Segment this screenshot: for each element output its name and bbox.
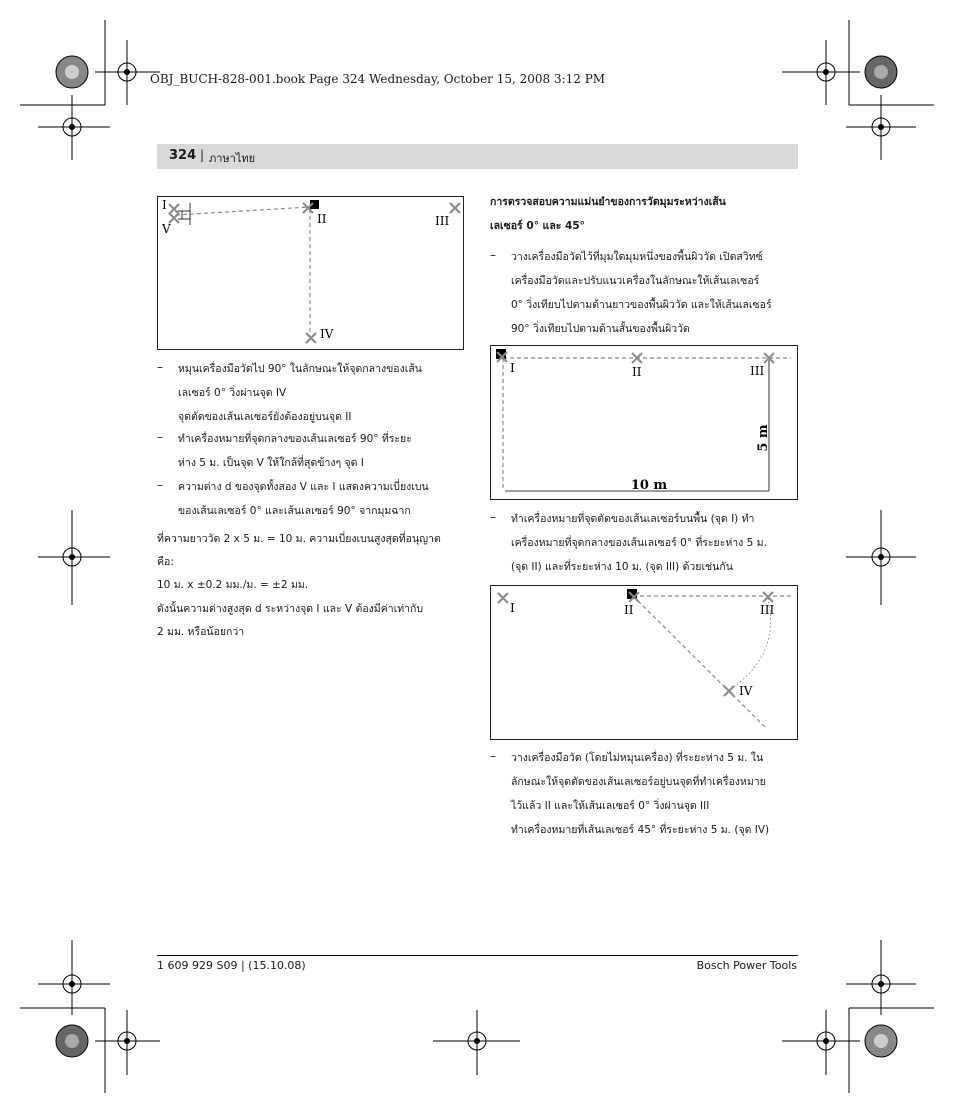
line: ห่าง 5 ม. เป็นจุด V ให้ใกล้ที่สุดข้างๆ จุด I <box>178 457 364 469</box>
footer-doc-number: 1 609 929 S09 | (15.10.08) <box>157 959 306 972</box>
line: ทำเครื่องหมายที่จุดตัดของเส้นเลเซอร์บนพื้น (จุด I) ทำ <box>511 513 755 525</box>
fig-left-label-i: I <box>162 198 167 212</box>
line: ความต่าง d ของจุดทั้งสอง V และ I แสดงความเบี่ยงเบน <box>178 481 429 493</box>
line: ของเส้นเลเซอร์ 0° และเส้นเลเซอร์ 90° จากมุมฉาก <box>178 505 411 517</box>
dash: – <box>157 478 163 492</box>
footer-rule <box>157 955 798 956</box>
line: เลเซอร์ 0° วิ่งผ่านจุด IV <box>178 387 287 399</box>
left-figure-svg <box>158 197 463 349</box>
dash: – <box>157 360 163 374</box>
line: จุดตัดของเส้นเลเซอร์ยังต้องอยู่บนจุด II <box>178 411 352 423</box>
fig-r1-dim-width: 10 m <box>630 478 668 493</box>
line: วางเครื่องมือวัดไว้ที่มุมใดมุมหนึ่งของพื้นผิววัด เปิดสวิทซ์ <box>511 251 763 263</box>
paragraph-line: ที่ความยาววัด 2 x 5 ม. = 10 ม. ความเบี่ยงเบนสูงสุดที่อนุญาต <box>157 533 441 545</box>
fig-left-label-ii: II <box>317 212 327 226</box>
line: เครื่องมือวัดและปรับแนวเครื่องในลักษณะให้เส้นเลเซอร์ <box>511 275 760 287</box>
fig-r1-label-ii: II <box>632 365 642 379</box>
paragraph-line: ดังนั้นความต่างสูงสุด d ระหว่างจุด I และ V ต้องมีค่าเท่ากับ <box>157 603 424 615</box>
page-header <box>157 144 798 169</box>
line: ทำเครื่องหมายที่จุดกลางของเส้นเลเซอร์ 90° ที่ระยะ <box>178 433 412 445</box>
right-figure-1 <box>490 345 798 500</box>
line: หมุนเครื่องมือวัดไป 90° ในลักษณะให้จุดกลางของเส้น <box>178 363 422 375</box>
right-figure-2 <box>490 585 798 740</box>
fig-r1-dim-height: 5 m <box>756 424 771 452</box>
paragraph-line: 10 ม. x ±0.2 มม./ม. = ±2 มม. <box>157 579 309 591</box>
line: (จุด II) และที่ระยะห่าง 10 ม. (จุด III) ด้วยเช่นกัน <box>511 561 733 573</box>
fig-r1-label-iii: III <box>750 364 765 378</box>
page-number: 324 <box>169 148 197 163</box>
dash: – <box>490 749 496 763</box>
line: 90° วิ่งเทียบไปตามด้านสั้นของพื้นผิววัด <box>511 323 690 335</box>
page-language: ภาษาไทย <box>209 152 256 165</box>
header-separator: | <box>200 148 205 162</box>
paragraph-line: คือ: <box>157 556 174 568</box>
print-header: OBJ_BUCH-828-001.book Page 324 Wednesday, October 15, 2008 3:12 PM <box>150 72 606 86</box>
line: วางเครื่องมือวัด (โดยไม่หมุนเครื่อง) ที่ระยะห่าง 5 ม. ใน <box>511 752 764 764</box>
fig-left-label-iv: IV <box>320 327 334 341</box>
fig-left-label-iii: III <box>435 214 450 228</box>
fig-r1-label-i: I <box>510 361 515 375</box>
line: ลักษณะให้จุดตัดของเส้นเลเซอร์อยู่บนจุดที่ทำเครื่องหมาย <box>511 776 766 788</box>
left-figure <box>157 196 464 350</box>
fig-r2-label-iv: IV <box>739 684 753 698</box>
line: ไว้แล้ว II และให้เส้นเลเซอร์ 0° วิ่งผ่านจุด III <box>511 800 710 812</box>
line: 0° วิ่งเทียบไปตามด้านยาวของพื้นผิววัด และให้เส้นเลเซอร์ <box>511 299 772 311</box>
fig-r2-label-i: I <box>510 601 515 615</box>
dash: – <box>490 248 496 262</box>
fig-r2-label-iii: III <box>760 603 775 617</box>
right-figure-2-svg <box>491 586 797 739</box>
heading-line: การตรวจสอบความแม่นยำของการวัดมุมระหว่างเส้น <box>490 196 726 208</box>
fig-left-label-v: V <box>162 222 171 236</box>
line: ทำเครื่องหมายที่เส้นเลเซอร์ 45° ที่ระยะห่าง 5 ม. (จุด IV) <box>511 824 770 836</box>
paragraph-line: 2 มม. หรือน้อยกว่า <box>157 626 245 638</box>
dash: – <box>157 430 163 444</box>
footer-brand: Bosch Power Tools <box>696 959 797 972</box>
heading-line: เลเซอร์ 0° และ 45° <box>490 220 585 232</box>
line: เครื่องหมายที่จุดกลางของเส้นเลเซอร์ 0° ที่ระยะห่าง 5 ม. <box>511 537 767 549</box>
dash: – <box>490 510 496 524</box>
right-figure-1-svg <box>491 346 797 499</box>
fig-r2-label-ii: II <box>624 603 634 617</box>
